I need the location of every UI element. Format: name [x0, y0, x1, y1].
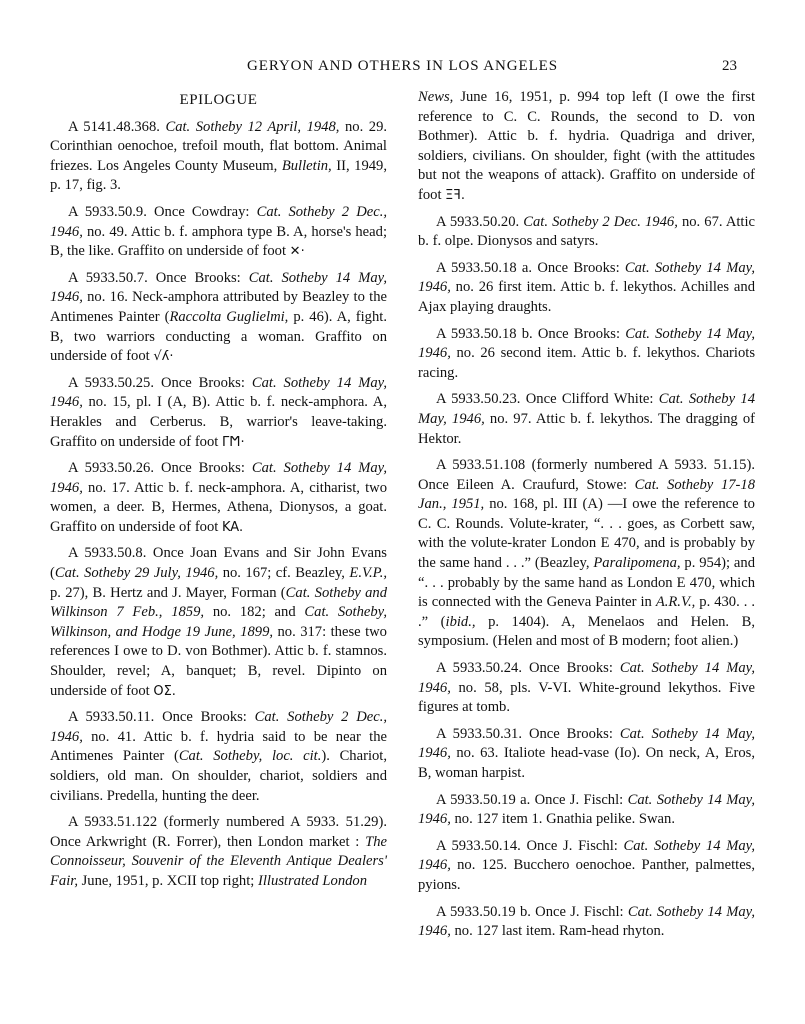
accession-number: A 5933.50.18 b. — [436, 325, 533, 342]
graffito-mark: √ʎ· — [153, 349, 174, 365]
citation-italic: Cat. Sotheby 14 May, 1946, — [50, 374, 387, 411]
entry-text: Once Brooks: — [522, 725, 620, 742]
entry-text: no. 15, pl. I (A, B). Attic b. f. neck-amphora. A, Herakles and Cerberus. B, warrior's leave-taking. Graffito on underside of foot — [50, 394, 387, 450]
citation-italic: Cat. Sotheby 2 Dec., 1946, — [50, 203, 387, 240]
catalog-entry — [50, 708, 387, 806]
citation-italic: Cat. Sotheby 17-18 Jan., 1951, — [418, 476, 755, 513]
accession-number: A 5933.51.108 — [436, 457, 526, 474]
citation-italic: Cat. Sotheby 14 May, 1946, — [418, 837, 755, 874]
citation-italic: Bulletin, — [281, 157, 332, 174]
citation-italic: Cat. Sotheby 14 May, 1946, — [418, 259, 755, 296]
catalog-entry — [418, 903, 755, 942]
citation-italic: Paralipomena, — [593, 555, 681, 572]
graffito-mark: KA. — [221, 519, 244, 535]
citation-italic: Cat. Sotheby, Wilkinson, and Hodge 19 June, 1899, — [50, 604, 387, 640]
citation-italic: Cat. Sotheby 14 May, 1946, — [50, 460, 387, 496]
entry-text: June 16, 1951, p. 994 top left (I owe the first reference to C. C. Rounds, the second to D. von Bothmer). Attic b. f. hydria. Quadriga and driver, soldiers, civilians. On shoulder, fight (with the attitudes but not the weapons of attack). Graffito on underside of foot — [418, 89, 755, 203]
page-number: 23 — [722, 58, 737, 74]
citation-italic: The Connoisseur, Souvenir of the Eleventh Antique Dealers' Fair, — [50, 833, 387, 889]
catalog-entry — [418, 791, 755, 830]
entry-text: no. 97. Attic b. f. lekythos. The dragging of Hektor. — [418, 410, 755, 447]
entry-text: Once Clifford White: — [520, 391, 659, 408]
entry-text: Once Brooks: — [147, 269, 249, 286]
catalog-entry — [50, 118, 387, 196]
accession-number: A 5141.48.368. — [68, 118, 160, 135]
entry-text: no. 49. Attic b. f. amphora type B. A, horse's head; B, the like. Graffito on underside of foot — [50, 223, 387, 260]
accession-number: A 5933.50.19 a. — [436, 791, 531, 808]
citation-italic: ibid., — [445, 613, 476, 630]
catalog-entry — [418, 837, 755, 896]
entry-text: no. 127 item 1. Gnathia pelike. Swan. — [450, 811, 675, 828]
graffito-mark: ΓϺ· — [221, 434, 245, 450]
catalog-entry — [418, 456, 755, 652]
citation-italic: Cat. Sotheby 2 Dec. 1946, — [523, 213, 678, 230]
citation-italic: Cat. Sotheby 12 April, 1948, — [165, 118, 340, 135]
graffito-mark: ✕· — [289, 244, 305, 260]
catalog-entry — [418, 325, 755, 384]
accession-number: A 5933.50.25. — [68, 374, 154, 391]
section-title: EPILOGUE — [179, 92, 258, 108]
catalog-entry — [418, 88, 755, 206]
accession-number: A 5933.50.11. — [68, 709, 155, 726]
running-title: GERYON AND OTHERS IN LOS ANGELES — [247, 58, 558, 74]
citation-italic: A.R.V., — [655, 594, 696, 611]
accession-number: A 5933.51.122 — [68, 814, 158, 831]
left-column — [50, 88, 387, 899]
accession-number: A 5933.50.23. — [436, 391, 521, 408]
entry-text: p. 46). A, fight. B, two warriors conducting a woman. Graffito on underside of foot — [50, 308, 387, 365]
citation-italic: Cat. Sotheby and Wilkinson 7 Feb., 1859, — [50, 584, 387, 621]
citation-italic: Cat. Sotheby 14 May, 1946, — [418, 791, 755, 828]
entry-text: no. 67. Attic b. f. olpe. Dionysos and satyrs. — [418, 213, 756, 250]
right-column — [418, 88, 755, 949]
accession-number: A 5933.50.19 b. — [436, 903, 531, 920]
entry-text: Once Cowdray: — [146, 203, 257, 220]
catalog-entry — [50, 203, 387, 262]
accession-number: A 5933.50.14. — [436, 837, 521, 854]
entry-text: Once Joan Evans and Sir John Evans ( — [50, 545, 387, 582]
citation-italic: E.V.P., — [349, 565, 387, 582]
entry-text: no. 125. Bucchero oenochoe. Panther, palmettes, pyions. — [418, 857, 755, 893]
left-entry-list — [50, 118, 387, 892]
entry-text: p. 954); and “. . . probably by the same hand as London E 470, which is connected with the Geneva Painter in — [418, 555, 755, 611]
entry-text: Once J. Fischl: — [520, 837, 624, 854]
catalog-entry — [50, 269, 387, 367]
entry-text: Once Brooks: — [532, 325, 626, 342]
entry-text: no. 41. Attic b. f. hydria said to be near the Antimenes Painter ( — [50, 728, 387, 765]
entry-text: no. 26 second item. Attic b. f. lekythos. Chariots racing. — [418, 345, 755, 381]
entry-text: no. 168, pl. III (A) —I owe the reference to C. C. Rounds. Volute-krater, “. . . goes, as Corbett saw, with the volute-krater London E 470, and is probably by the same hand . . .” (Beazley, — [418, 496, 755, 572]
entry-text: p. 27), B. Hertz and J. Mayer, Forman ( — [50, 584, 286, 601]
entry-text: no. 29. Corinthian oenochoe, trefoil mouth, flat bottom. Animal friezes. Los Angeles County Museum, — [50, 118, 388, 174]
entry-text: no. 167; cf. Beazley, — [218, 565, 350, 582]
entry-text: (formerly numbered A 5933. 51.15). Once Eileen A. Craufurd, Stowe: — [418, 457, 755, 493]
citation-italic: Cat. Sotheby 14 May, 1946, — [418, 391, 755, 427]
citation-italic: Cat. Sotheby 14 May, 1946, — [50, 269, 387, 306]
catalog-entry — [50, 374, 387, 452]
catalog-entry — [418, 390, 755, 449]
catalog-entry — [418, 725, 755, 784]
right-entry-list — [418, 88, 755, 942]
catalog-entry — [50, 544, 387, 701]
entry-text: no. 26 first item. Attic b. f. lekythos. Achilles and Ajax playing draughts. — [418, 279, 755, 315]
citation-italic: Cat. Sotheby 14 May, 1946, — [418, 325, 755, 362]
citation-italic: Cat. Sotheby 29 July, 1946, — [54, 565, 219, 582]
accession-number: A 5933.50.24. — [436, 660, 522, 677]
accession-number: A 5933.50.26. — [68, 460, 154, 477]
entry-text: II, 1949, p. 17, fig. 3. — [50, 157, 387, 194]
graffito-mark: Ξꟻ. — [445, 187, 465, 203]
catalog-entry — [418, 213, 755, 252]
entry-text: no. 317: these two references I owe to D. von Bothmer). Attic b. f. stamnos. Shoulder, revel; A, banquet; B, revel. Dipinto on underside of foot — [50, 623, 387, 699]
citation-italic: Cat. Sotheby 14 May, 1946, — [418, 725, 755, 762]
citation-italic: Raccolta Guglielmi, — [169, 308, 289, 325]
citation-italic: Illustrated London — [257, 872, 368, 889]
entry-text: June, 1951, p. XCII top right; — [77, 872, 258, 889]
entry-text: p. 1404). A, Menelaos and Helen. B, symposium. (Helen and most of B modern; foot alien.) — [418, 613, 755, 650]
accession-number: A 5933.50.18 a. — [436, 259, 533, 276]
citation-italic: Cat. Sotheby 14 May, 1946, — [418, 903, 755, 940]
entry-text: no. 17. Attic b. f. neck-amphora. A, citharist, two women, a deer. B, Hermes, Athena, Dionysos, a goat. Graffito on underside of foot — [50, 479, 387, 535]
entry-text: Once Brooks: — [154, 709, 255, 726]
entry-text: Once Brooks: — [532, 259, 625, 276]
entry-text: Once Brooks: — [154, 460, 252, 477]
catalog-entry — [418, 659, 755, 718]
entry-text: Once J. Fischl: — [530, 791, 628, 808]
catalog-entry — [50, 813, 387, 891]
entry-text: no. 58, pls. V-VI. White-ground lekythos. Five figures at tomb. — [418, 679, 755, 716]
entry-text: Once Brooks: — [154, 374, 252, 391]
entry-text: no. 182; and — [204, 604, 305, 621]
accession-number: A 5933.50.20. — [436, 213, 520, 230]
graffito-mark: OΣ. — [153, 683, 176, 699]
entry-text: (formerly numbered A 5933. 51.29). Once Arkwright (R. Forrer), then London market : — [50, 814, 387, 850]
accession-number: A 5933.50.8. — [68, 545, 147, 562]
entry-text: no. 16. Neck-amphora attributed by Beazley to the Antimenes Painter ( — [50, 289, 387, 325]
entry-text: Once J. Fischl: — [530, 903, 628, 920]
accession-number: A 5933.50.9. — [68, 203, 147, 220]
catalog-entry — [418, 259, 755, 318]
entry-text: no. 63. Italiote head-vase (Io). On neck, A, Eros, B, woman harpist. — [418, 745, 755, 781]
accession-number: A 5933.50.31. — [436, 725, 522, 742]
entry-text: ). Chariot, soldiers, old man. On shoulder, chariot, soldiers and civilians. Predella, hunting the deer. — [50, 748, 387, 804]
citation-italic: Cat. Sotheby 14 May, 1946, — [418, 660, 755, 696]
entry-text: no. 127 last item. Ram-head rhyton. — [450, 923, 665, 940]
entry-text: Once Brooks: — [522, 660, 620, 677]
citation-italic: Cat. Sotheby 2 Dec., 1946, — [50, 709, 387, 745]
catalog-entry — [50, 459, 387, 537]
entry-text: p. 430. . . .” ( — [418, 594, 756, 630]
page-header — [0, 56, 805, 78]
citation-italic: Cat. Sotheby, loc. cit. — [178, 748, 322, 765]
accession-number: A 5933.50.7. — [68, 269, 148, 286]
citation-italic: News, — [418, 89, 454, 105]
